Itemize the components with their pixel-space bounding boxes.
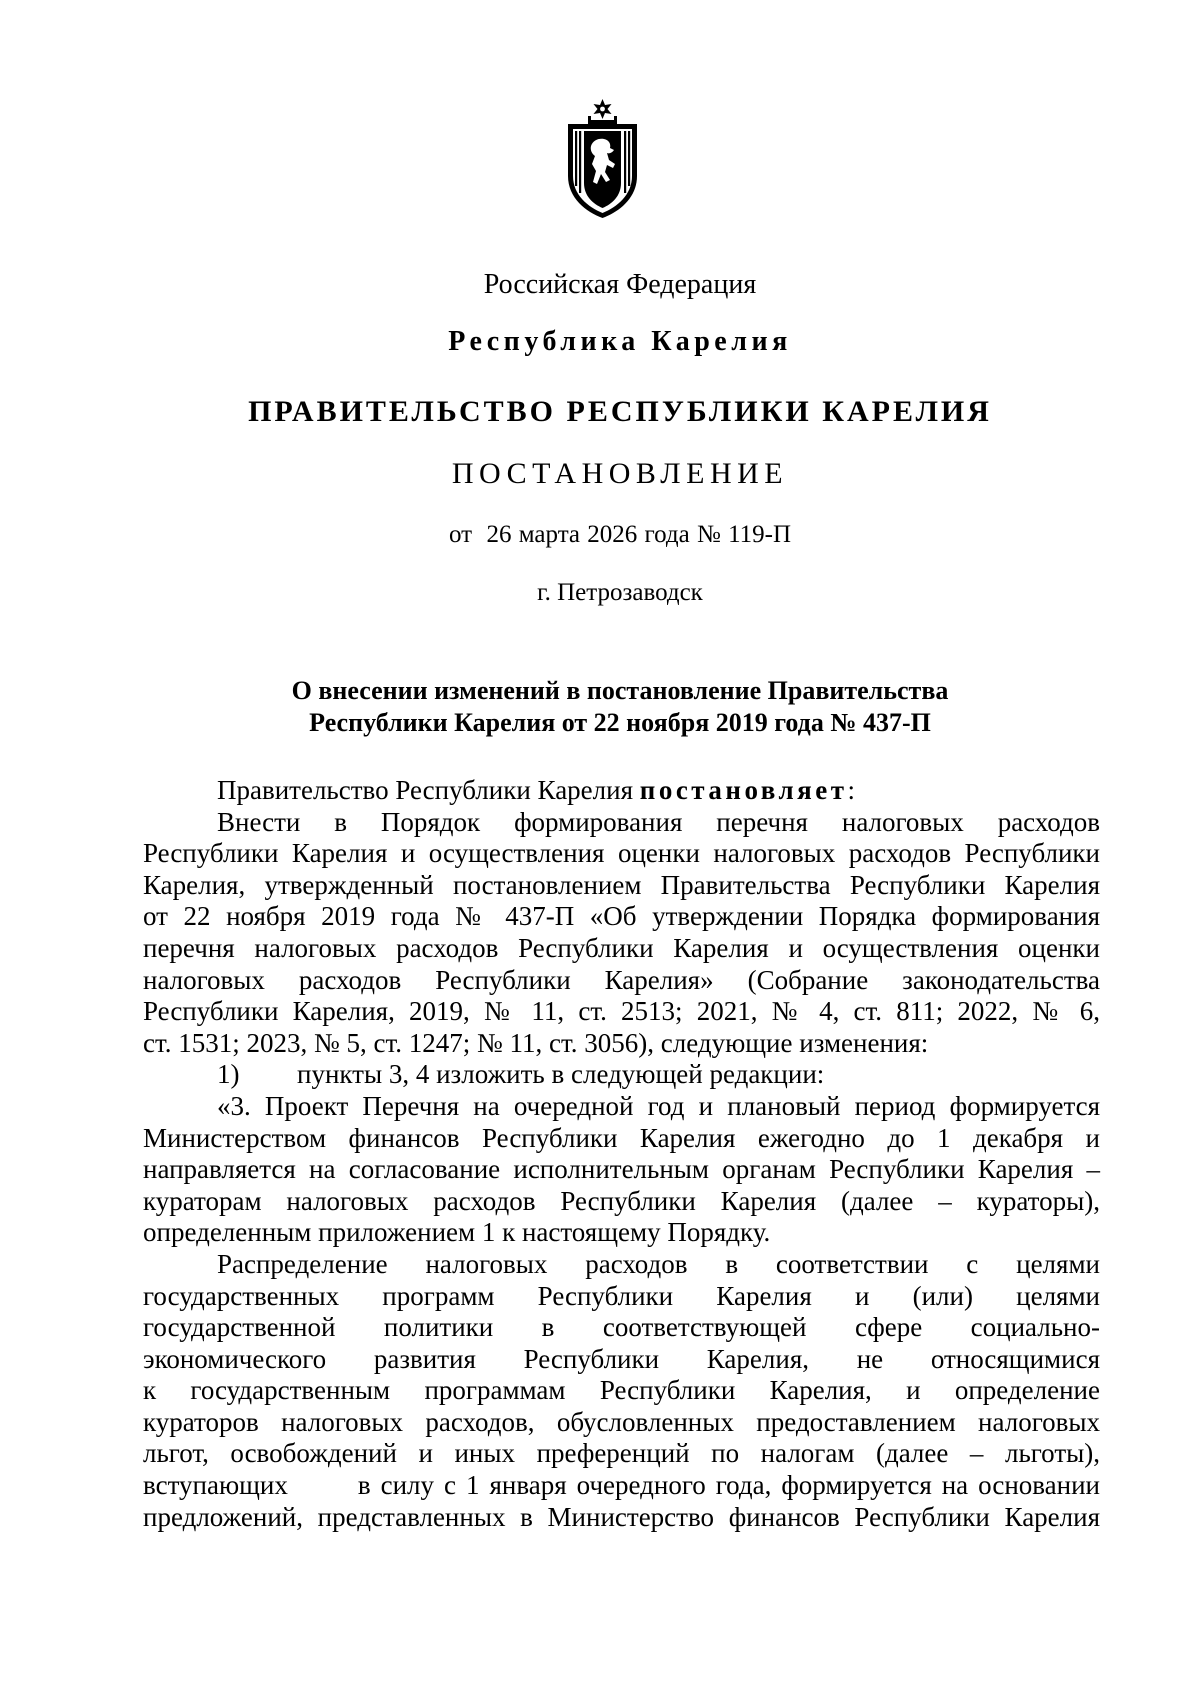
star-icon — [594, 99, 612, 119]
title-line: О внесении изменений в постановление Правительства — [291, 676, 949, 705]
paragraph-line: льгот, освобождений и иных преференций по налогам (далее – льготы), — [143, 1438, 1100, 1469]
paragraph-line: перечня налоговых расходов Республики Карелия и осуществления оценки — [143, 932, 1100, 963]
paragraph-line: вступающих в силу с 1 января очередного года, формируется на основании — [143, 1470, 1100, 1501]
document-title — [0, 675, 1200, 739]
paragraph-line: Распределение налоговых расходов в соответствии с целями — [217, 1248, 1100, 1279]
paragraph-line: налоговых расходов Республики Карелия» (Собрание законодательства — [143, 964, 1100, 995]
title-line: Республики Карелия от 22 ноября 2019 года № 437-П — [309, 708, 931, 737]
document-type: ПОСТАНОВЛЕНИЕ — [451, 457, 789, 490]
decree-verb: постановляет — [639, 775, 848, 805]
paragraph-line: к государственным программам Республики Карелия, и определение — [143, 1375, 1100, 1406]
country-name: Российская Федерация — [483, 269, 757, 300]
intro-line — [143, 775, 1100, 807]
paragraph-line: экономического развития Республики Карелия, не относящимися — [143, 1343, 1100, 1374]
paragraph-line: ст. 1531; 2023, № 5, ст. 1247; № 11, ст. 3056), следующие изменения: — [143, 1027, 929, 1058]
intro-suffix: : — [847, 775, 856, 805]
document-body — [143, 775, 1100, 1533]
paragraph-line: определенным приложением 1 к настоящему Порядку. — [143, 1217, 771, 1248]
paragraph-line: государственных программ Республики Карелия и (или) целями — [143, 1280, 1100, 1311]
date-number-text: от 26 марта 2026 года № 119-П — [448, 521, 792, 548]
paragraph-line: Республики Карелия и осуществления оценки налоговых расходов Республики — [143, 838, 1100, 869]
coat-of-arms-emblem — [564, 98, 641, 220]
paragraph-line: кураторов налоговых расходов, обусловленных предоставлением налоговых — [143, 1406, 1100, 1437]
republic-name: Республика Карелия — [448, 326, 792, 357]
intro-prefix: Правительство Республики Карелия — [217, 775, 640, 805]
list-item-number: 1) — [217, 1059, 240, 1090]
list-item-text: пункты 3, 4 изложить в следующей редакции: — [297, 1059, 825, 1090]
date-and-number — [0, 520, 1200, 550]
government-name: ПРАВИТЕЛЬСТВО РЕСПУБЛИКИ КАРЕЛИЯ — [248, 395, 992, 428]
paragraph-line: направляется на согласование исполнительным органам Республики Карелия – — [143, 1154, 1100, 1185]
list-item — [143, 1059, 1100, 1091]
paragraph-line: Карелия, утвержденный постановлением Правительства Республики Карелия — [143, 869, 1100, 900]
paragraph-line: Республики Карелия, 2019, № 11, ст. 2513; 2021, № 4, ст. 811; 2022, № 6, — [143, 996, 1100, 1027]
paragraph-line: «3. Проект Перечня на очередной год и плановый период формируется — [217, 1090, 1100, 1121]
paragraph-line: государственной политики в соответствующей сфере социально- — [143, 1312, 1100, 1343]
paragraph-line: предложений, представленных в Министерство финансов Республики Карелия — [143, 1501, 1100, 1532]
paragraph-line: кураторам налоговых расходов Республики Карелия (далее – кураторы), — [143, 1185, 1100, 1216]
paragraph-line: Министерством финансов Республики Карелия ежегодно до 1 декабря и — [143, 1122, 1100, 1153]
city: г. Петрозаводск — [537, 579, 703, 606]
paragraph-line: от 22 ноября 2019 года № 437-П «Об утверждении Порядка формирования — [143, 901, 1100, 932]
paragraph-line: Внести в Порядок формирования перечня налоговых расходов — [217, 806, 1100, 837]
